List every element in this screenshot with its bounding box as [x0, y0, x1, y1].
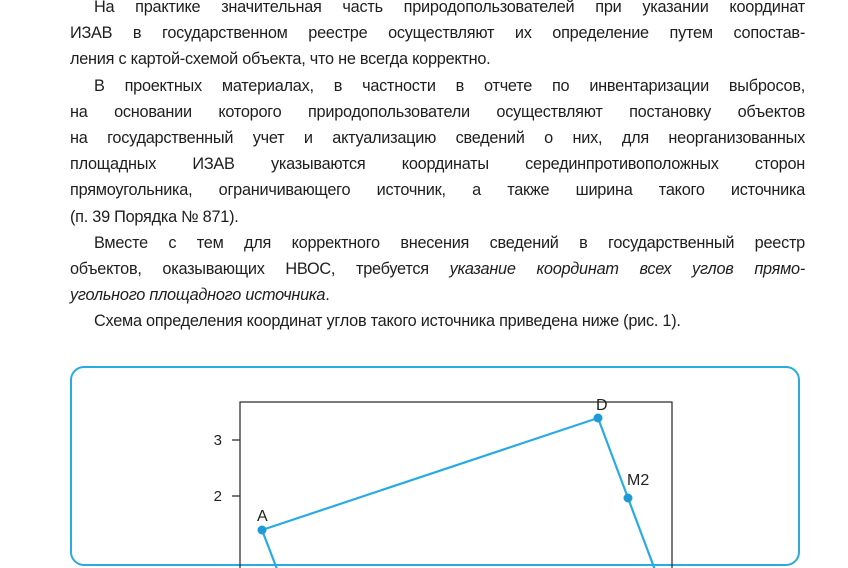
- point-label-m2: M2: [627, 472, 650, 489]
- edge-d-m2: [598, 418, 628, 498]
- text-line: [70, 256, 805, 282]
- plot-frame: [240, 402, 672, 568]
- point-label-d: D: [596, 397, 608, 414]
- emphasis-text: указание координат всех углов прямо-: [449, 260, 805, 279]
- paragraph-2: [70, 73, 805, 230]
- paragraph-3: [70, 230, 805, 309]
- point-a: [258, 526, 267, 535]
- y-tick-label: 3: [213, 432, 222, 449]
- text-line: В проектных материалах, в частности в отчете по инвентаризации выбросов,: [94, 76, 805, 95]
- text-line: (п. 39 Порядка № 871).: [70, 207, 239, 226]
- body-text: [70, 0, 805, 335]
- figure-frame: [70, 366, 800, 566]
- text-run: объектов, оказывающих НВОС, требуется: [70, 260, 450, 279]
- y-tick-label: 2: [213, 488, 222, 505]
- paragraph-1: [70, 0, 805, 73]
- edge-m2-c: [628, 498, 658, 568]
- edge-a-b: [262, 530, 292, 568]
- text-line: ИЗАВ в государственном реестре осуществляют их определение путем сопостав-: [70, 24, 805, 43]
- text-line: Вместе с тем для корректного внесения сведений в государственный реестр: [94, 233, 805, 252]
- figure-diagram: [72, 368, 802, 568]
- text-line: прямоугольника, ограничивающего источник, а также ширина такого источника: [70, 181, 805, 200]
- text-line: на основании которого природопользователи осуществляют постановку объектов: [70, 102, 805, 121]
- point-label-a: A: [257, 508, 268, 525]
- text-line: Схема определения координат углов такого источника приведена ниже (рис. 1).: [94, 312, 681, 331]
- edge-a-d: [262, 418, 598, 530]
- text-line: на государственный учет и актуализацию сведений о них, для неорганизованных: [70, 129, 805, 148]
- paragraph-4: [70, 308, 805, 334]
- text-run: .: [325, 286, 330, 305]
- text-line: площадных ИЗАВ указываются координаты серединпротивоположных сторон: [70, 155, 805, 174]
- point-d: [594, 414, 603, 423]
- emphasis-text: угольного площадного источника: [70, 286, 326, 305]
- text-line: На практике значительная часть природопользователей при указании координат: [94, 0, 805, 16]
- text-line: [70, 282, 805, 308]
- text-line: ления с картой-схемой объекта, что не всегда корректно.: [70, 50, 491, 69]
- point-m2: [624, 494, 633, 503]
